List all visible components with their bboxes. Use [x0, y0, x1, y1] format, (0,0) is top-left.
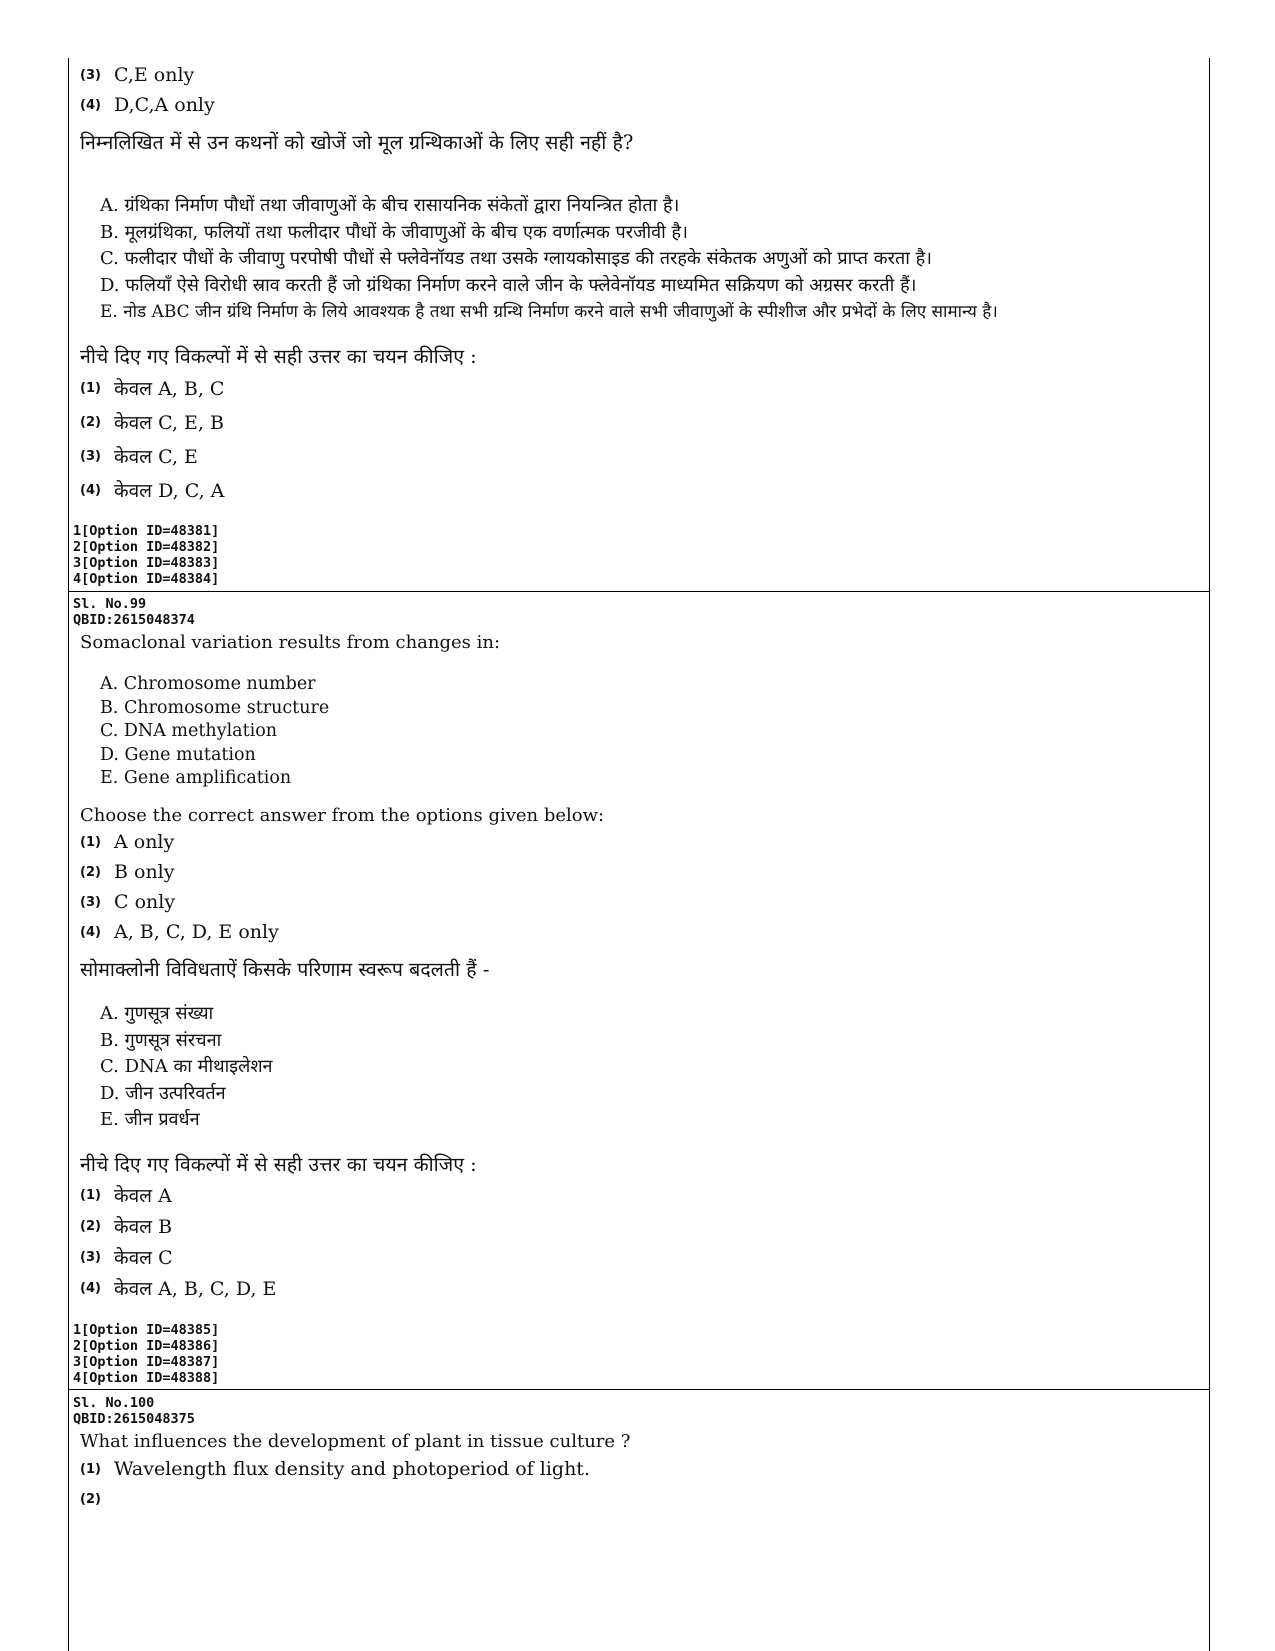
option-number: (2): [80, 414, 101, 430]
option-id: 2[Option ID=48386]: [73, 1338, 220, 1354]
option-text: C only: [114, 891, 176, 913]
option-number: (3): [80, 67, 101, 83]
statement: C. DNA का मीथाइलेशन: [100, 1056, 273, 1077]
option-number: (4): [80, 1280, 101, 1296]
statement: D. Gene mutation: [100, 744, 256, 765]
option-number: (4): [80, 924, 101, 940]
statement: B. गुणसूत्र संरचना: [100, 1029, 222, 1051]
question-divider: [68, 591, 1210, 592]
q98-question-hi: निम्नलिखित में से उन कथनों को खोजें जो मूल ग्रन्थिकाओं के लिए सही नहीं है?: [80, 131, 634, 154]
option-row: [80, 1213, 1200, 1244]
q98-options-hi: [80, 375, 1200, 511]
q100-question-en: What influences the development of plant in tissue culture ?: [80, 1431, 631, 1452]
q99-question-en: Somaclonal variation results from changes in:: [80, 632, 501, 653]
q98-statements-hi: [80, 193, 1220, 326]
option-row: [80, 64, 1200, 94]
option-row: [80, 1488, 1200, 1518]
q98-option-ids: [73, 523, 1193, 587]
option-row: [80, 1275, 1200, 1306]
q100-options-en: [80, 1458, 1200, 1518]
option-number: (3): [80, 1249, 101, 1265]
option-id: 4[Option ID=48388]: [73, 1370, 220, 1386]
statement: E. Gene amplification: [100, 768, 292, 788]
statement: A. Chromosome number: [100, 674, 316, 694]
option-number: (4): [80, 97, 101, 113]
option-row: [80, 477, 1200, 511]
q99-choose-hi: नीचे दिए गए विकल्पों में से सही उत्तर का चयन कीजिए :: [80, 1153, 477, 1176]
statement: B. मूलग्रंथिका, फलियों तथा फलीदार पौधों के जीवाणुओं के बीच एक वर्णात्मक परजीवी है।: [100, 221, 688, 243]
option-number: (1): [80, 1461, 101, 1477]
option-text: B only: [114, 861, 175, 883]
option-row: [80, 891, 1200, 921]
option-number: (1): [80, 380, 101, 396]
option-number: (1): [80, 1187, 101, 1203]
statement: D. जीन उत्परिवर्तन: [100, 1082, 226, 1104]
q99-options-hi: [80, 1182, 1200, 1306]
option-row: [80, 375, 1200, 409]
statement: D. फलियाँ ऐसे विरोधी स्राव करती हैं जो ग्रंथिका निर्माण करने वाले जीन के फ्लेवेनॉयड माध्यमित सक्रियण को अग्रसर करती हैं।: [100, 274, 917, 296]
question-divider: [68, 1389, 1210, 1390]
q99-statements-hi: [80, 1001, 1220, 1134]
option-text: केवल A, B, C, D, E: [114, 1278, 277, 1300]
option-row: [80, 1182, 1200, 1213]
sl-no: Sl. No.99: [73, 596, 147, 612]
q99-option-ids: [73, 1322, 1193, 1386]
q98-options-en: [80, 64, 1200, 124]
option-number: (2): [80, 1491, 101, 1507]
q99-statements-en: [80, 673, 1220, 791]
option-number: (1): [80, 834, 101, 850]
statement: A. ग्रंथिका निर्माण पौधों तथा जीवाणुओं के बीच रासायनिक संकेतों द्वारा नियन्त्रित होता है।: [100, 195, 680, 216]
statement: E. नोड ABC जीन ग्रंथि निर्माण के लिये आवश्यक है तथा सभी ग्रन्थि निर्माण करने वाले सभी जीवाणुओं के स्पीशीज और प्रभेदों के लिए सामान्य है।: [100, 302, 998, 322]
option-row: [80, 861, 1200, 891]
option-id: 3[Option ID=48383]: [73, 555, 220, 571]
option-number: (3): [80, 894, 101, 910]
statement: C. DNA methylation: [100, 721, 278, 741]
option-text: केवल A: [114, 1185, 172, 1207]
statement: C. फलीदार पौधों के जीवाणु परपोषी पौधों से फ्लेवेनॉयड तथा उसके ग्लायकोसाइड की तरहके संकेतक अणुओं को प्राप्त करता है।: [100, 248, 932, 269]
option-number: (3): [80, 448, 101, 464]
option-text: केवल C: [114, 1247, 173, 1269]
q99-question-hi: सोमाक्लोनी विविधताऐं किसके परिणाम स्वरूप बदलती हैं -: [80, 958, 490, 981]
option-text: A, B, C, D, E only: [114, 921, 279, 943]
option-id: 3[Option ID=48387]: [73, 1354, 220, 1370]
option-text: केवल C, E, B: [114, 412, 224, 434]
option-text: केवल D, C, A: [114, 480, 225, 502]
statement: B. Chromosome structure: [100, 697, 330, 718]
option-row: [80, 94, 1200, 124]
q98-choose-hi: नीचे दिए गए विकल्पों में से सही उत्तर का चयन कीजिए :: [80, 345, 477, 368]
option-text: केवल C, E: [114, 446, 198, 468]
qbid: QBID:2615048374: [73, 612, 195, 628]
option-row: [80, 831, 1200, 861]
option-id: 2[Option ID=48382]: [73, 539, 220, 555]
q100-header: [73, 1395, 1193, 1427]
option-text: C,E only: [114, 64, 195, 86]
option-row: [80, 1458, 1200, 1488]
q99-options-en: [80, 831, 1200, 951]
statement: E. जीन प्रवर्धन: [100, 1109, 200, 1130]
option-text: केवल B: [114, 1216, 173, 1238]
option-row: [80, 409, 1200, 443]
q99-header: [73, 596, 1193, 628]
option-id: 4[Option ID=48384]: [73, 571, 220, 587]
option-row: [80, 921, 1200, 951]
statement: A. गुणसूत्र संख्या: [100, 1003, 214, 1024]
option-text: A only: [114, 831, 175, 853]
q99-choose-en: Choose the correct answer from the options given below:: [80, 805, 605, 826]
option-number: (2): [80, 864, 101, 880]
option-id: 1[Option ID=48381]: [73, 523, 220, 539]
qbid: QBID:2615048375: [73, 1411, 195, 1427]
option-number: (4): [80, 482, 101, 498]
option-id: 1[Option ID=48385]: [73, 1322, 220, 1338]
option-row: [80, 1244, 1200, 1275]
option-number: (2): [80, 1218, 101, 1234]
option-text: केवल A, B, C: [114, 378, 225, 400]
option-row: [80, 443, 1200, 477]
option-text: Wavelength flux density and photoperiod of light.: [114, 1458, 590, 1480]
option-text: D,C,A only: [114, 94, 215, 116]
sl-no: Sl. No.100: [73, 1395, 155, 1411]
